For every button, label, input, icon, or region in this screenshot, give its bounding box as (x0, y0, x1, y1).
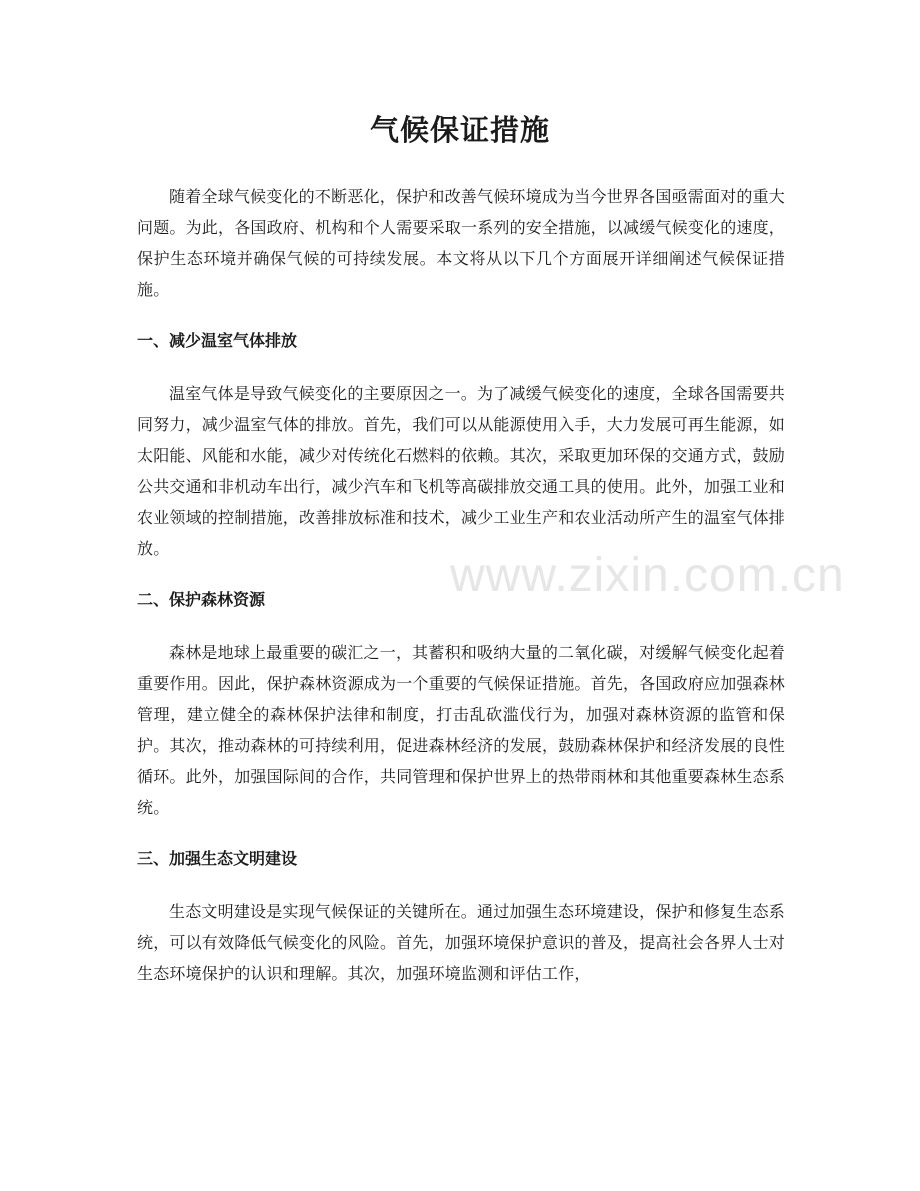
section-paragraph: 温室气体是导致气候变化的主要原因之一。为了减缓气候变化的速度，全球各国需要共同努力，减少温室气体的排放。首先，我们可以从能源使用入手，大力发展可再生能源，如太阳能、风能和水能，减少对传统化石燃料的依赖。其次，采取更加环保的交通方式，鼓励公共交通和非机动车出行，减少汽车和飞机等高碳排放交通工具的使用。此外，加强工业和农业领域的控制措施，改善排放标准和技术，减少工业生产和农业活动所产生的温室气体排放。 (137, 384, 786, 558)
section-1 (137, 325, 785, 564)
intro-paragraph: 随着全球气候变化的不断恶化，保护和改善气候环境成为当今世界各国亟需面对的重大问题。为此，各国政府、机构和个人需要采取一系列的安全措施，以减缓气候变化的速度，保护生态环境并确保气候的可持续发展。本文将从以下几个方面展开详细阐述气候保证措施。 (137, 187, 786, 299)
section-heading: 一、减少温室气体排放 (137, 331, 298, 350)
section-2 (137, 584, 785, 823)
section-3 (137, 843, 785, 989)
section-heading: 三、加强生态文明建设 (137, 849, 298, 868)
section-paragraph: 生态文明建设是实现气候保证的关键所在。通过加强生态环境建设，保护和修复生态系统，可以有效降低气候变化的风险。首先，加强环境保护意识的普及，提高社会各界人士对生态环境保护的认识和理解。其次，加强环境监测和评估工作， (137, 902, 786, 983)
section-heading: 二、保护森林资源 (137, 590, 266, 609)
section-paragraph: 森林是地球上最重要的碳汇之一，其蓄积和吸纳大量的二氧化碳，对缓解气候变化起着重要作用。因此，保护森林资源成为一个重要的气候保证措施。首先，各国政府应加强森林管理，建立健全的森林保护法律和制度，打击乱砍滥伐行为，加强对森林资源的监管和保护。其次，推动森林的可持续利用，促进森林经济的发展，鼓励森林保护和经济发展的良性循环。此外，加强国际间的合作，共同管理和保护世界上的热带雨林和其他重要森林生态系统。 (137, 643, 786, 817)
watermark: www.zixin.com.cn (450, 549, 845, 602)
document-title: 气候保证措施 (369, 113, 550, 147)
document-body (137, 181, 785, 1009)
